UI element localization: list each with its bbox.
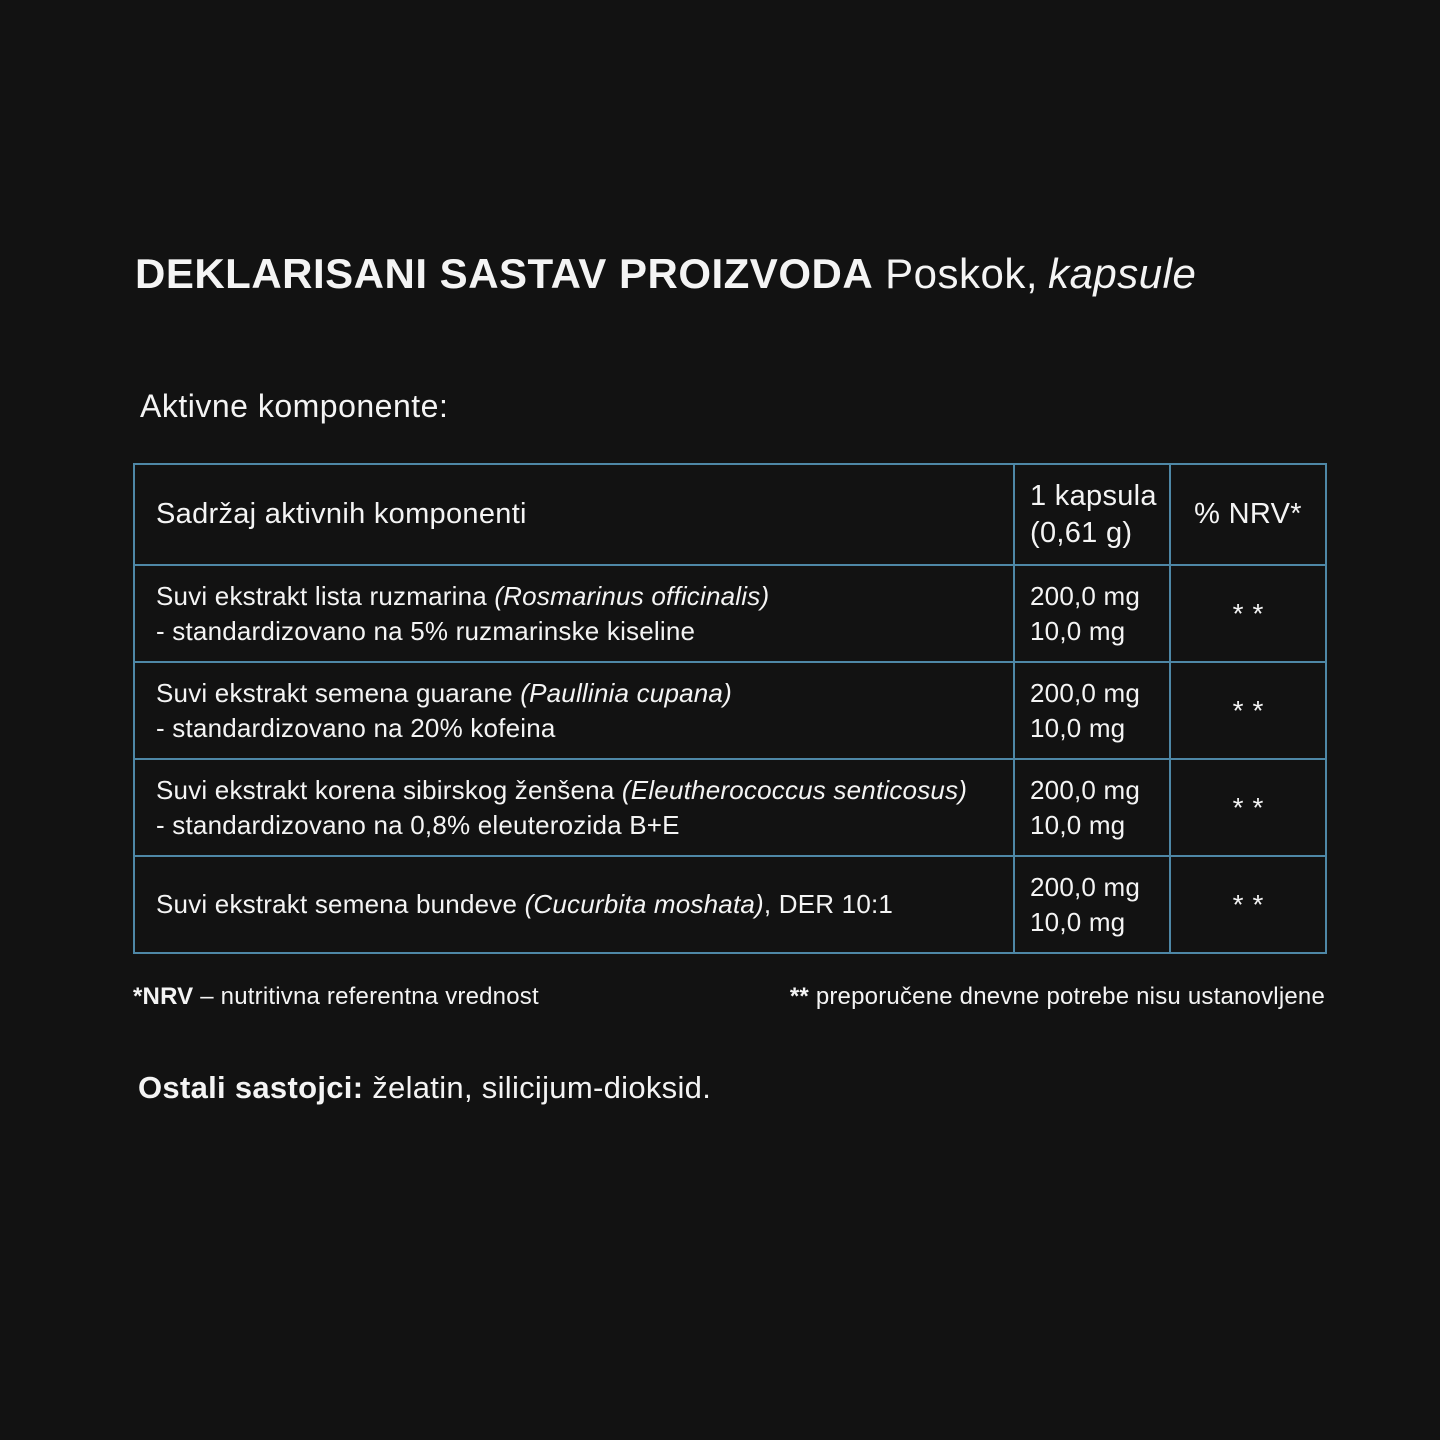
other-ingredients-value: želatin, silicijum-dioksid. (363, 1070, 712, 1105)
component-name-text: Suvi ekstrakt lista ruzmarina (156, 580, 495, 611)
component-name-cell (134, 856, 1014, 953)
component-name (156, 887, 999, 922)
amount-active: 10,0 mg (1030, 615, 1126, 646)
table-row-ginseng (134, 759, 1326, 856)
amount-extract: 200,0 mg (1030, 677, 1141, 708)
other-ingredients-label: Ostali sastojci: (138, 1070, 364, 1105)
component-name (156, 579, 999, 614)
component-name-suffix: , DER 10:1 (763, 889, 894, 920)
header-components: Sadržaj aktivnih komponenti (134, 464, 1014, 565)
amount-extract: 200,0 mg (1030, 580, 1141, 611)
footnote-nrv-marker: *NRV (133, 983, 194, 1010)
table-row-rosemary (134, 565, 1326, 662)
component-latin-name: (Rosmarinus officinalis) (494, 580, 770, 611)
component-latin-name: (Eleutherococcus senticosus) (621, 774, 968, 805)
component-name-text: Suvi ekstrakt semena guarane (156, 677, 521, 708)
amount-active: 10,0 mg (1030, 809, 1126, 840)
amount-extract: 200,0 mg (1030, 871, 1141, 902)
table-row-guarana (134, 662, 1326, 759)
header-nrv: % NRV* (1170, 464, 1326, 565)
page-title (135, 250, 1196, 298)
component-name-cell (134, 565, 1014, 662)
nrv-cell: ** (1170, 856, 1326, 953)
section-heading-active-components: Aktivne komponente: (140, 388, 449, 424)
amount-cell (1014, 662, 1170, 759)
page-title-form: kapsule (1048, 250, 1197, 297)
amount-cell (1014, 759, 1170, 856)
table-row-pumpkin (134, 856, 1326, 953)
footnote-nrv-text: – nutritivna referentna vrednost (193, 983, 539, 1010)
component-name-text: Suvi ekstrakt semena bundeve (156, 889, 525, 920)
amount-active: 10,0 mg (1030, 906, 1126, 937)
component-standardization: - standardizovano na 20% kofeina (156, 712, 556, 743)
footnote-nrv (133, 983, 539, 1011)
component-name-cell (134, 759, 1014, 856)
component-standardization: - standardizovano na 5% ruzmarinske kiseline (156, 615, 696, 646)
table-header-row (134, 464, 1326, 565)
component-name (156, 676, 999, 711)
footnote-double-asterisk-marker: ** (789, 983, 809, 1010)
active-components-table (133, 463, 1327, 954)
component-standardization: - standardizovano na 0,8% eleuterozida B+E (156, 809, 680, 840)
amount-extract: 200,0 mg (1030, 774, 1141, 805)
footnotes (133, 983, 1325, 1011)
nrv-cell: ** (1170, 565, 1326, 662)
header-per-capsule (1014, 464, 1170, 565)
footnote-double-asterisk-text: preporučene dnevne potrebe nisu ustanovljene (808, 983, 1325, 1010)
component-name (156, 773, 999, 808)
amount-active: 10,0 mg (1030, 712, 1126, 743)
component-latin-name: (Paullinia cupana) (520, 677, 732, 708)
other-ingredients (138, 1070, 711, 1106)
header-per-capsule-line1: 1 kapsula (1030, 480, 1157, 513)
component-latin-name: (Cucurbita moshata) (524, 889, 764, 920)
amount-cell (1014, 565, 1170, 662)
footnote-double-asterisk (790, 983, 1325, 1011)
component-name-cell (134, 662, 1014, 759)
page-title-main: DEKLARISANI SASTAV PROIZVODA (135, 250, 874, 297)
nrv-cell: ** (1170, 759, 1326, 856)
nrv-cell: ** (1170, 662, 1326, 759)
component-name-text: Suvi ekstrakt korena sibirskog ženšena (156, 774, 622, 805)
amount-cell (1014, 856, 1170, 953)
header-per-capsule-line2: (0,61 g) (1030, 516, 1133, 549)
page-title-product: Poskok, (885, 250, 1039, 297)
